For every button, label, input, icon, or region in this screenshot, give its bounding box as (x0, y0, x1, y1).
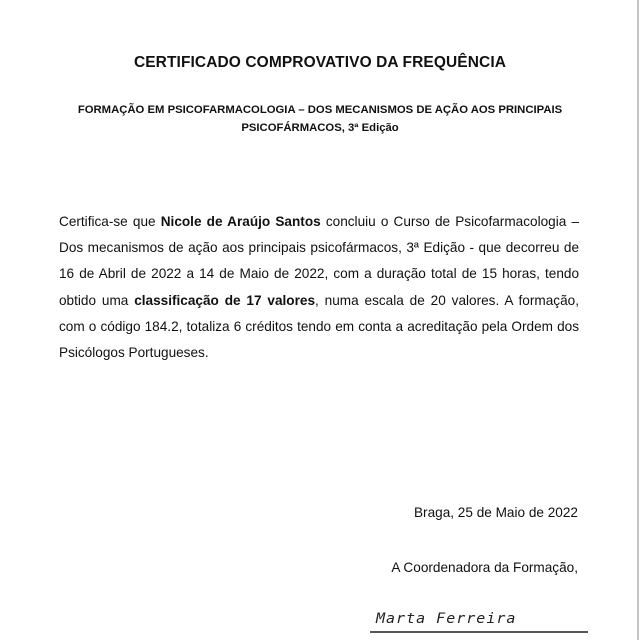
signature-block (370, 606, 588, 638)
certificate-title: CERTIFICADO COMPROVATIVO DA FREQUÊNCIA (133, 54, 507, 71)
place-and-date: Braga, 25 de Maio de 2022 (413, 505, 578, 520)
subtitle-line-1: FORMAÇÃO EM PSICOFARMACOLOGIA – DOS MECANISMOS DE AÇÃO AOS PRINCIPAIS (77, 104, 563, 116)
course-subtitle (60, 101, 580, 137)
body-text-part-2: concluiu o Curso de Psicofarmacologia – Dos mecanismos de ação aos principais psicofármacos, 3ª Edição - que decorreu de 16 de Abril de 2022 a 14 de Maio de 2022, com a duração total de 15 horas, tendo obtido uma (59, 214, 579, 308)
subtitle-line-2: PSICOFÁRMACOS, 3ª Edição (241, 122, 399, 134)
signature: Marta Ferreira (376, 609, 517, 627)
body-text-part-3: , numa escala de 20 valores. A formação, com o código 184.2, totaliza 6 créditos tendo em conta a acreditação pela Ordem dos Psicólogos Portugueses. (59, 292, 579, 361)
body-text-part-1: Certifica-se que (59, 214, 161, 229)
signature-line (370, 631, 588, 633)
participant-name: Nicole de Araújo Santos (160, 214, 321, 229)
grade-text: classificação de 17 valores (134, 292, 316, 308)
certificate-body (59, 209, 579, 366)
page-edge-divider (637, 0, 639, 640)
coordinator-label: A Coordenadora da Formação, (391, 560, 578, 575)
